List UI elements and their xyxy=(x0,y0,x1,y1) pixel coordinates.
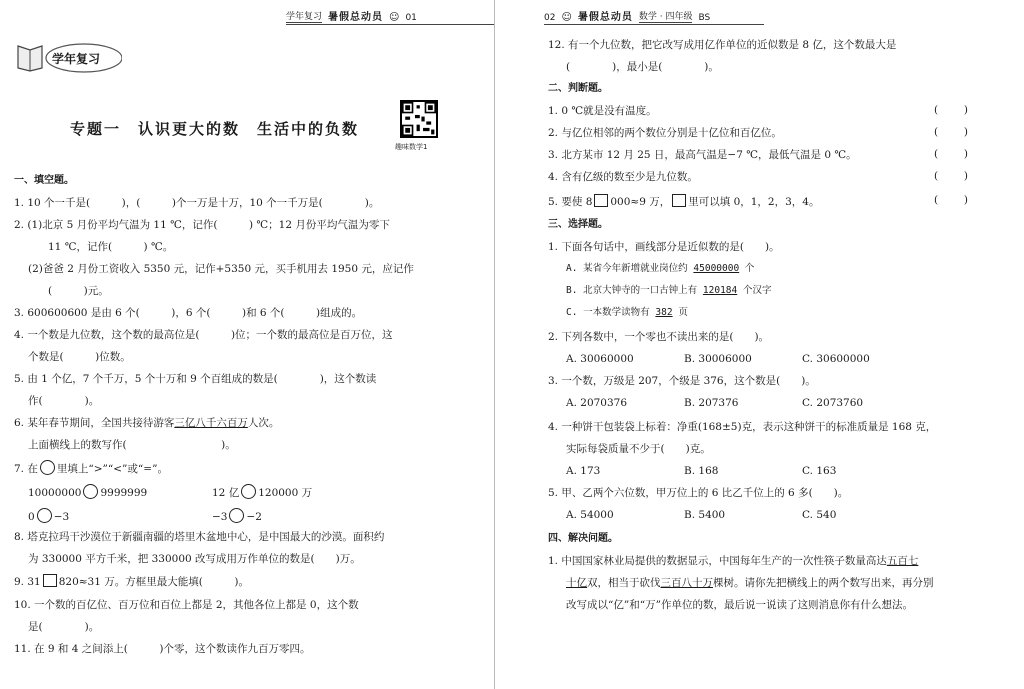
answer-box[interactable] xyxy=(594,194,608,207)
question-8-cont: 为 330000 平方千米，把 330000 改写成用万作单位的数是( )万。 xyxy=(28,553,361,565)
question-2-part-1: 2. (1)北京 5 月份平均气温为 11 ℃，记作( ) ℃；12 月份平均气温为零下 xyxy=(14,219,390,231)
judge-2: 2. 与亿位相邻的两个数位分别是十亿位和百亿位。 xyxy=(548,127,782,139)
compare-circle[interactable] xyxy=(229,508,244,523)
question-7-item-a: 10000000 9999999 xyxy=(28,484,147,500)
question-6: 6. 某年春节期间，全国共接待游客三亿八千六百万人次。 xyxy=(14,417,280,429)
question-4: 4. 一个数是九位数，这个数的最高位是( )位；一个数的最高位是百万位，这 xyxy=(14,329,393,341)
compare-circle[interactable] xyxy=(241,484,256,499)
judge-2-answer[interactable]: ( ) xyxy=(934,126,968,138)
badge-label: 学年复习 xyxy=(52,52,101,66)
choice-4-option-c: C. 163 xyxy=(802,465,837,477)
judge-3-answer[interactable]: ( ) xyxy=(934,148,968,160)
underlined-number: 三亿八千六百万 xyxy=(174,417,248,429)
choice-5: 5. 甲、乙两个六位数，甲万位上的 6 比乙千位上的 6 多( )。 xyxy=(548,487,849,499)
problem-1: 1. 中国国家林业局提供的数据显示，中国每年生产的一次性筷子数量高达五百七 xyxy=(548,555,919,567)
question-4-cont: 个数是( )位数。 xyxy=(28,351,131,363)
right-header xyxy=(544,8,764,25)
question-2-part-1-cont: 11 ℃，记作( ) ℃。 xyxy=(48,241,174,253)
judge-5-answer[interactable]: ( ) xyxy=(934,194,968,206)
choice-3: 3. 一个数，万级是 207，个级是 376，这个数是( )。 xyxy=(548,375,816,387)
choice-2-option-b: B. 30006000 xyxy=(684,353,752,365)
page-title: 专题一 认识更大的数 生活中的负数 xyxy=(70,120,360,138)
choice-1: 1. 下面各句话中，画线部分是近似数的是( )。 xyxy=(548,241,780,253)
header-edition: BS xyxy=(698,13,711,23)
question-7-item-d: −3 −2 xyxy=(212,508,262,524)
left-page xyxy=(0,0,494,689)
choice-5-option-b: B. 5400 xyxy=(684,509,726,521)
question-10-cont: 是( )。 xyxy=(28,621,100,633)
mascot-icon: ☺ xyxy=(389,12,400,23)
choice-1-option-b: B. 北京大钟寺的一口古钟上有 120184 个汉字 xyxy=(566,285,772,296)
question-3: 3. 600600600 是由 6 个( )，6 个( )和 6 个( )组成的。 xyxy=(14,307,363,319)
judge-1: 1. 0 ℃就是没有温度。 xyxy=(548,105,657,117)
compare-circle[interactable] xyxy=(40,460,55,475)
section-badge xyxy=(14,38,122,74)
question-10: 10. 一个数的百亿位、百万位和百位上都是 2，其他各位上都是 0，这个数 xyxy=(14,599,359,611)
choice-4-option-a: A. 173 xyxy=(566,465,601,477)
problem-1-cont-2: 改写成以“亿”和“万”作单位的数，最后说一说读了这则消息你有什么想法。 xyxy=(566,599,913,611)
question-7-item-c: 0 −3 xyxy=(28,508,69,524)
answer-box[interactable] xyxy=(672,194,686,207)
compare-circle[interactable] xyxy=(37,508,52,523)
right-page xyxy=(494,0,1024,689)
header-brand: 暑假总动员 xyxy=(577,12,633,23)
judge-4-answer[interactable]: ( ) xyxy=(934,170,968,182)
choice-3-option-b: B. 207376 xyxy=(684,397,739,409)
section-fill-blank: 一、填空题。 xyxy=(14,175,74,186)
choice-3-option-a: A. 2070376 xyxy=(566,397,628,409)
section-problem-solving: 四、解决问题。 xyxy=(548,533,618,544)
answer-box[interactable] xyxy=(43,574,57,587)
qr-code-icon[interactable] xyxy=(400,100,438,138)
question-9: 9. 31 820≈31 万。方框里最大能填( )。 xyxy=(14,576,249,588)
question-12-cont: ( )，最小是( )。 xyxy=(566,61,719,73)
section-multiple-choice: 三、选择题。 xyxy=(548,219,608,230)
judge-5: 5. 要使 8 000≈9 万， 里可以填 0，1，2，3，4。 xyxy=(548,196,820,208)
question-7: 7. 在 里填上“>”“<”或“=”。 xyxy=(14,460,168,476)
choice-1-option-a: A. 某省今年新增就业岗位约 45000000 个 xyxy=(566,263,755,274)
choice-5-option-a: A. 54000 xyxy=(566,509,614,521)
choice-4: 4. 一种饼干包装袋上标着：净重(168±5)克，表示这种饼干的标准质量是 168 克， xyxy=(548,421,937,433)
mascot-icon: ☺ xyxy=(561,12,572,23)
question-1: 1. 10 个一千是( )，( )个一万是十万，10 个一千万是( )。 xyxy=(14,197,380,209)
choice-2-option-c: C. 30600000 xyxy=(802,353,870,365)
choice-4-option-b: B. 168 xyxy=(684,465,719,477)
question-12: 12. 有一个九位数，把它改写成用亿作单位的近似数是 8 亿，这个数最大是 xyxy=(548,39,897,51)
choice-2-option-a: A. 30060000 xyxy=(566,353,634,365)
header-page-number: 01 xyxy=(405,13,417,23)
choice-5-option-c: C. 540 xyxy=(802,509,837,521)
underlined-number: 十亿 xyxy=(566,577,587,589)
question-2-part-2-cont: ( )元。 xyxy=(48,285,109,297)
question-5-cont: 作( )。 xyxy=(28,395,100,407)
underlined-number: 五百七 xyxy=(886,555,919,567)
question-2-part-2: (2)爸爸 2 月份工资收入 5350 元，记作+5350 元，买手机用去 1950 元，应记作 xyxy=(28,263,414,275)
choice-3-option-c: C. 2073760 xyxy=(802,397,864,409)
question-5: 5. 由 1 个亿，7 个千万，5 个十万和 9 个百组成的数是( )，这个数读 xyxy=(14,373,377,385)
compare-circle[interactable] xyxy=(83,484,98,499)
header-page-number: 02 xyxy=(544,13,556,23)
question-11: 11. 在 9 和 4 之间添上( )个零，这个数读作九百万零四。 xyxy=(14,643,311,655)
question-7-item-b: 12 亿 120000 万 xyxy=(212,484,312,500)
header-section: 学年复习 xyxy=(286,9,322,23)
judge-3: 3. 北方某市 12 月 25 日，最高气温是−7 ℃，最低气温是 0 ℃。 xyxy=(548,149,857,161)
underlined-number: 三百八十万 xyxy=(660,577,713,589)
choice-1-option-c: C. 一本数学读物有 382 页 xyxy=(566,307,688,318)
left-header xyxy=(286,8,494,25)
choice-4-cont: 实际每袋质量不少于( )克。 xyxy=(566,443,711,455)
question-6-cont: 上面横线上的数写作( )。 xyxy=(28,439,236,451)
header-brand: 暑假总动员 xyxy=(328,12,384,23)
question-8: 8. 塔克拉玛干沙漠位于新疆南疆的塔里木盆地中心，是中国最大的沙漠。面积约 xyxy=(14,531,385,543)
choice-2: 2. 下列各数中，一个零也不读出来的是( )。 xyxy=(548,331,770,343)
judge-4: 4. 含有亿级的数至少是九位数。 xyxy=(548,171,698,183)
header-subject: 数学 · 四年级 xyxy=(639,9,693,23)
problem-1-cont: 十亿双，相当于砍伐三百八十万棵树。请你先把横线上的两个数写出来，再分别 xyxy=(566,577,934,589)
qr-caption: 趣味数学1 xyxy=(395,143,428,151)
section-true-false: 二、判断题。 xyxy=(548,83,608,94)
judge-1-answer[interactable]: ( ) xyxy=(934,104,968,116)
